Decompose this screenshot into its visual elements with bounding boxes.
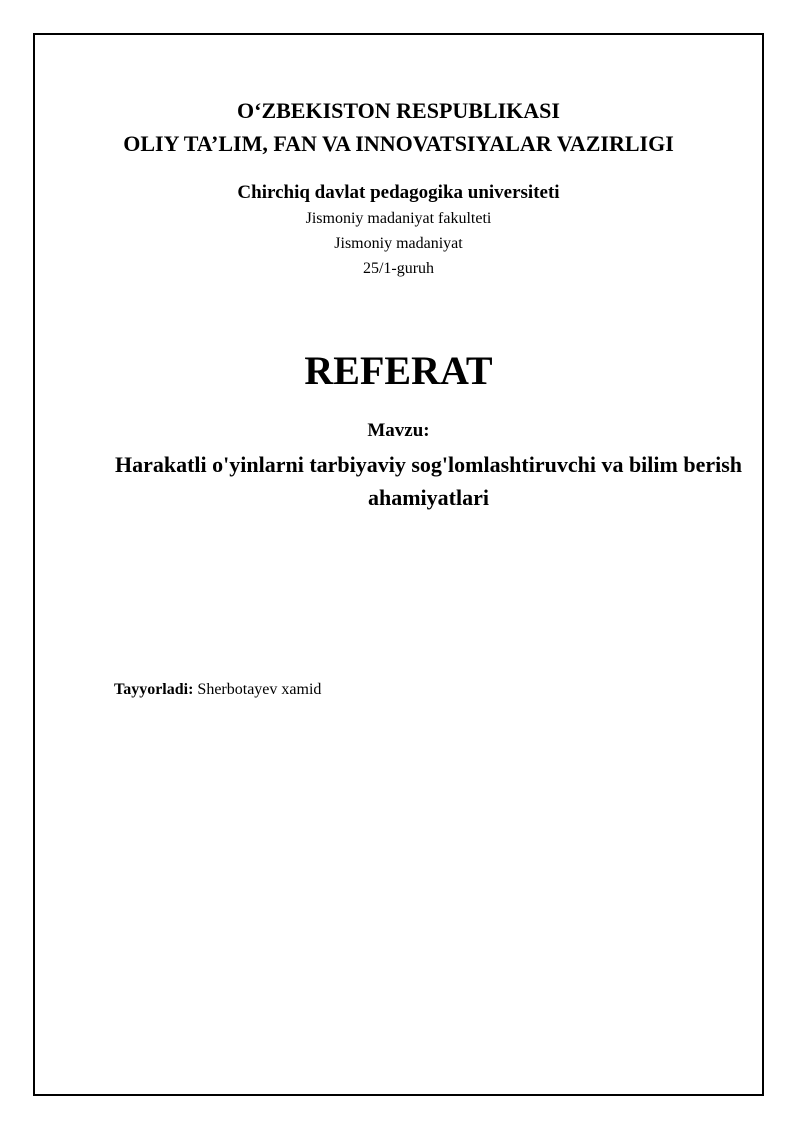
ministry-line-2: OLIY TA’LIM, FAN VA INNOVATSIYALAR VAZIRLIGI <box>123 131 674 156</box>
document-type-title: REFERAT <box>304 348 493 393</box>
topic-label: Mavzu: <box>367 420 430 441</box>
prepared-by <box>114 681 321 699</box>
university-name: Chirchiq davlat pedagogika universiteti <box>237 182 560 203</box>
prepared-by-label: Tayyorladi: <box>114 681 194 698</box>
topic-text: Harakatli o'yinlarni tarbiyaviy sog'lomlashtiruvchi va bilim berish ahamiyatlari <box>114 452 743 510</box>
ministry-line-1: O‘ZBEKISTON RESPUBLIKASI <box>237 98 560 123</box>
department-name: Jismoniy madaniyat <box>334 235 463 252</box>
group-name: 25/1-guruh <box>362 260 435 277</box>
faculty-name: Jismoniy madaniyat fakulteti <box>305 210 492 227</box>
author-name: Sherbotayev xamid <box>197 681 322 698</box>
